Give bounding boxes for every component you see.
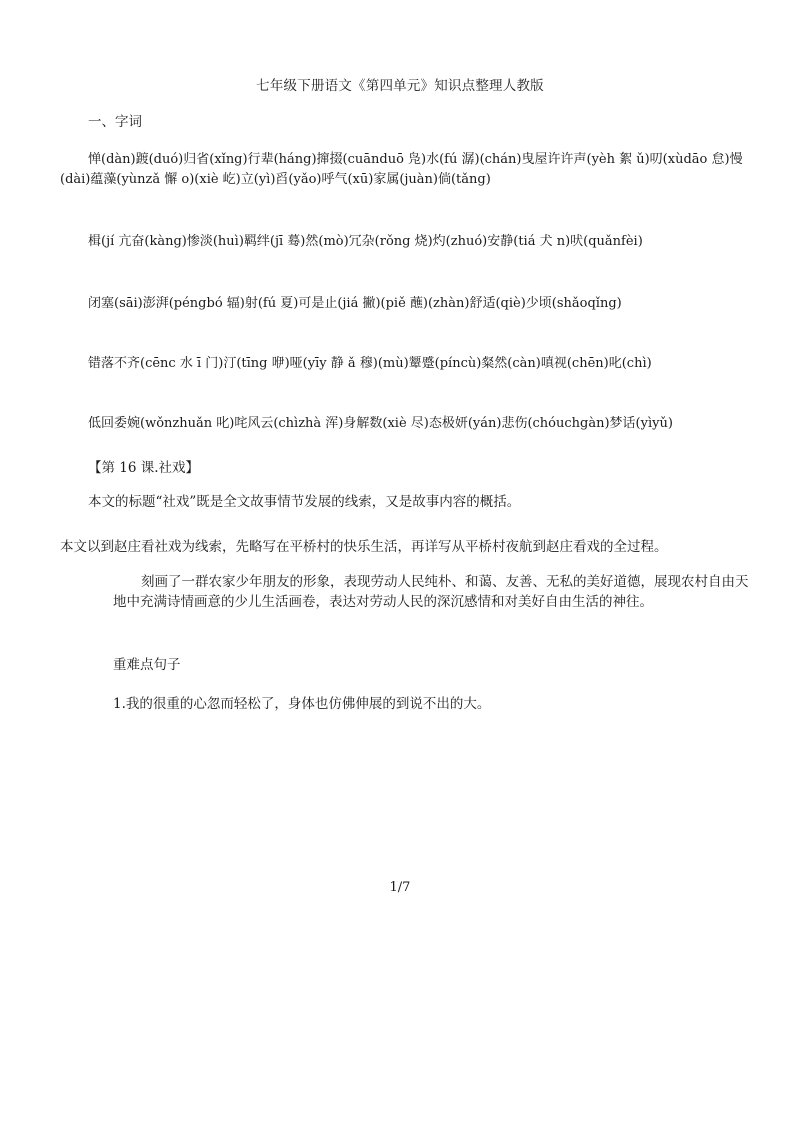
lesson-heading: 【第 16 课.社戏】 [88, 460, 200, 476]
sub-heading: 重难点句子 [113, 657, 181, 673]
list-item: 1.我的很重的心忽而轻松了，身体也仿佛伸展的到说不出的大。 [113, 696, 491, 712]
vocab-block-3: 闭塞(sāi)澎湃(péngbó 辐)射(fú 夏)可是止(jiá 撇)(piě 蘸)(zhàn)舒适(qiè)少顷(shǎoqǐng) [88, 296, 622, 311]
paragraph-1: 本文的标题“社戏”既是全文故事情节发展的线索，又是故事内容的概括。 [88, 494, 521, 510]
page-title: 七年级下册语文《第四单元》知识点整理人教版 [256, 78, 544, 94]
page-number: 1/7 [389, 880, 411, 895]
vocab-block-1: 惮(dàn)踱(duó)归省(xǐng)行辈(háng)撺掇(cuānduō 凫)水(fú 潺)(chán)曳屋许许声(yèh 絮 ǔ)叨(xùdāo 怠)慢(dài)蕴藻(yùnzǎ 懈 o)(xiè 屹)立(yì)舀(yǎo)呼气(xū)家属(juàn)倘(tǎng) [60, 152, 743, 187]
vocab-block-2: 楫(jí 亢奋(kàng)惨淡(huì)羁绊(jī 蓦)然(mò)冗杂(rǒng 烧)灼(zhuó)安静(tiá 犬 n)吠(quǎnfèi) [88, 234, 643, 249]
paragraph-3: 刻画了一群农家少年朋友的形象，表现劳动人民纯朴、和蔼、友善、无私的美好道德，展现农村自由天地中充满诗情画意的少儿生活画卷，表达对劳动人民的深沉感情和对美好自由生活的神往。 [113, 574, 749, 610]
section-heading: 一、字词 [88, 114, 142, 130]
paragraph-2: 本文以到赵庄看社戏为线索，先略写在平桥村的快乐生活，再详写从平桥村夜航到赵庄看戏的全过程。 [60, 539, 668, 555]
vocab-block-4: 错落不齐(cēnc 水 ī 门)汀(tīng 咿)哑(yīy 静 ǎ 穆)(mù)颦蹙(píncù)粲然(càn)嗔视(chēn)叱(chì) [88, 356, 652, 371]
vocab-block-5: 低回委婉(wǒnzhuǎn 叱)咤风云(chìzhà 浑)身解数(xiè 尽)态极妍(yán)悲伤(chóuchgàn)梦话(yìyǔ) [88, 416, 673, 431]
